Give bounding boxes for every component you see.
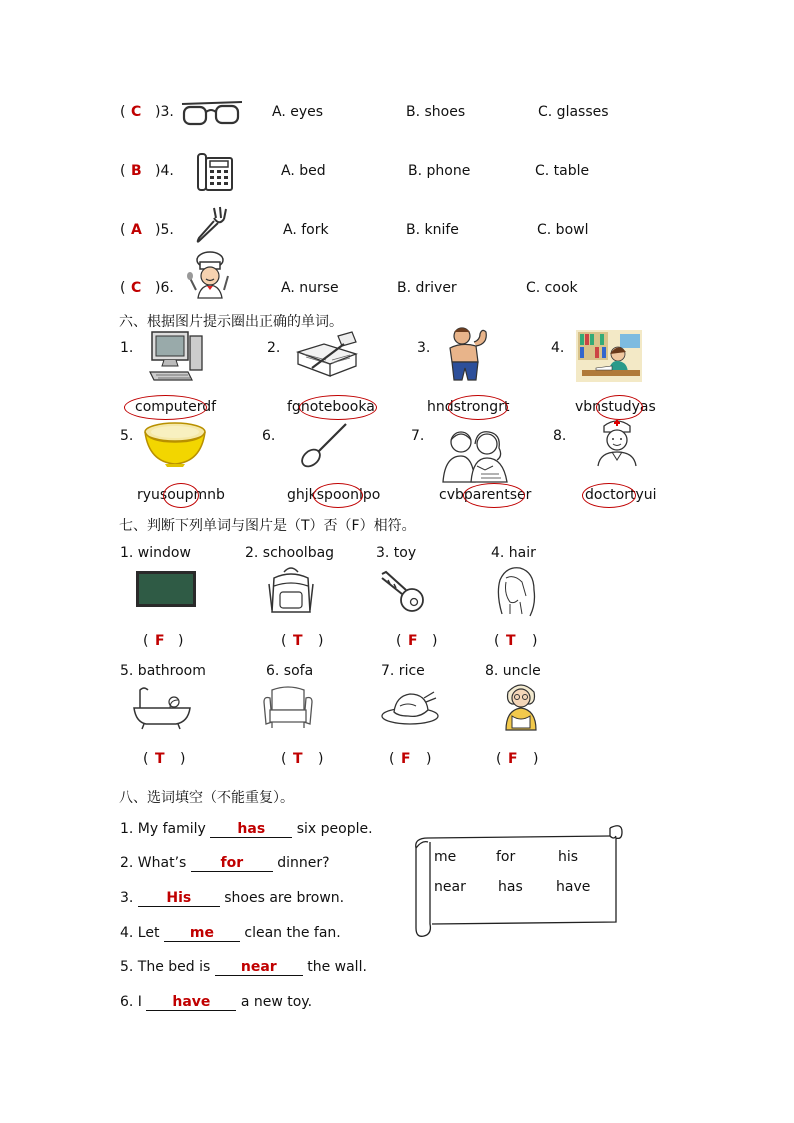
fill-sentence-3 bbox=[120, 890, 344, 907]
schoolbag-icon bbox=[268, 564, 314, 616]
roast-chicken-icon bbox=[380, 686, 440, 726]
answer: T bbox=[506, 633, 516, 649]
word-bank-item: near bbox=[434, 879, 466, 895]
fill-sentence-4 bbox=[120, 925, 341, 942]
key-icon bbox=[378, 570, 428, 614]
item-label: 1. window bbox=[120, 545, 191, 561]
fork-icon bbox=[190, 204, 232, 246]
sentence-prefix: 4. Let bbox=[120, 925, 164, 941]
item-number: 6. bbox=[262, 428, 276, 444]
word-puzzle: vbnstudyas bbox=[575, 399, 656, 415]
study-icon bbox=[576, 330, 642, 382]
answer-blank: me bbox=[164, 925, 240, 942]
answer: T bbox=[293, 751, 303, 767]
answer: F bbox=[408, 633, 418, 649]
word-puzzle: computerdf bbox=[135, 399, 217, 415]
answer-blank: for bbox=[191, 855, 273, 872]
option-a: A. eyes bbox=[272, 104, 324, 120]
section-6-title: 六、根据图片提示圈出正确的单词。 bbox=[119, 314, 343, 330]
sentence-prefix: 3. bbox=[120, 890, 138, 906]
question-number: )6. bbox=[155, 280, 174, 296]
option-b: B. driver bbox=[397, 280, 457, 296]
strong-man-icon bbox=[442, 324, 494, 382]
word-bank-item: for bbox=[496, 849, 516, 865]
answer-blank: near bbox=[215, 959, 303, 976]
answer: C bbox=[131, 104, 142, 120]
option-c: C. cook bbox=[526, 280, 578, 296]
answer: C bbox=[131, 280, 142, 296]
question-number: )4. bbox=[155, 163, 174, 179]
option-c: C. table bbox=[535, 163, 590, 179]
paren-open: ( bbox=[389, 751, 395, 767]
bathtub-icon bbox=[130, 686, 194, 730]
answer: F bbox=[155, 633, 165, 649]
item-label: 5. bathroom bbox=[120, 663, 206, 679]
sofa-icon bbox=[262, 684, 314, 730]
item-number: 2. bbox=[267, 340, 281, 356]
word-bank-item: his bbox=[558, 849, 579, 865]
option-b: B. knife bbox=[406, 222, 459, 238]
sentence-prefix: 6. I bbox=[120, 994, 147, 1010]
sentence-suffix: the wall. bbox=[302, 959, 367, 975]
sentence-suffix: a new toy. bbox=[236, 994, 313, 1010]
answer: A bbox=[131, 222, 142, 238]
item-number: 1. bbox=[120, 340, 134, 356]
chef-icon bbox=[184, 250, 236, 300]
paren-close: ) bbox=[318, 633, 324, 649]
doctor-icon bbox=[594, 416, 640, 468]
word-puzzle: ghjkspoonlpo bbox=[287, 487, 381, 503]
item-label: 3. toy bbox=[376, 545, 417, 561]
answer-circle bbox=[124, 395, 207, 420]
paren-close: ) bbox=[532, 633, 538, 649]
option-c: C. bowl bbox=[537, 222, 589, 238]
spoon-icon bbox=[296, 420, 352, 470]
option-b: B. shoes bbox=[406, 104, 466, 120]
word-puzzle: fgnotebooka bbox=[287, 399, 375, 415]
paren-open: ( bbox=[281, 633, 287, 649]
word-puzzle: doctortyui bbox=[585, 487, 657, 503]
word-puzzle: hndstrongrt bbox=[427, 399, 510, 415]
word-bank-item: has bbox=[498, 879, 523, 895]
sentence-prefix: 2. What’s bbox=[120, 855, 191, 871]
item-number: 4. bbox=[551, 340, 565, 356]
item-label: 6. sofa bbox=[266, 663, 314, 679]
phone-icon bbox=[196, 150, 236, 194]
sentence-suffix: six people. bbox=[292, 821, 373, 837]
blackboard-icon bbox=[135, 570, 197, 608]
sentence-prefix: 5. The bed is bbox=[120, 959, 215, 975]
answer: B bbox=[131, 163, 142, 179]
grandma-icon bbox=[500, 680, 542, 732]
fill-sentence-1 bbox=[120, 821, 373, 838]
paren-open: ( bbox=[120, 280, 126, 296]
paren-open: ( bbox=[494, 633, 500, 649]
option-b: B. phone bbox=[408, 163, 471, 179]
parents-icon bbox=[441, 426, 515, 484]
option-c: C. glasses bbox=[538, 104, 609, 120]
item-label: 4. hair bbox=[491, 545, 536, 561]
answer-circle bbox=[163, 483, 199, 508]
paren-open: ( bbox=[143, 751, 149, 767]
item-label: 7. rice bbox=[381, 663, 425, 679]
word-puzzle: cvbparentser bbox=[439, 487, 532, 503]
section-7-title: 七、判断下列单词与图片是（T）否（F）相符。 bbox=[119, 518, 416, 534]
answer-circle bbox=[582, 483, 636, 508]
paren-open: ( bbox=[120, 222, 126, 238]
question-number: )3. bbox=[155, 104, 174, 120]
answer: T bbox=[155, 751, 165, 767]
item-label: 8. uncle bbox=[485, 663, 541, 679]
sentence-suffix: dinner? bbox=[272, 855, 330, 871]
option-a: A. nurse bbox=[281, 280, 339, 296]
option-a: A. bed bbox=[281, 163, 326, 179]
answer-circle bbox=[448, 395, 508, 420]
answer: F bbox=[508, 751, 518, 767]
item-number: 8. bbox=[553, 428, 567, 444]
word-puzzle: ryusoupmnb bbox=[137, 487, 225, 503]
paren-open: ( bbox=[281, 751, 287, 767]
paren-open: ( bbox=[496, 751, 502, 767]
section-8-title: 八、选词填空（不能重复）。 bbox=[119, 790, 294, 806]
paren-open: ( bbox=[396, 633, 402, 649]
paren-open: ( bbox=[143, 633, 149, 649]
paren-close: ) bbox=[180, 751, 186, 767]
paren-close: ) bbox=[432, 633, 438, 649]
paren-close: ) bbox=[178, 633, 184, 649]
answer-circle bbox=[299, 395, 377, 420]
notebook-icon bbox=[294, 330, 364, 382]
computer-icon bbox=[148, 330, 206, 384]
soup-bowl-icon bbox=[143, 420, 207, 468]
item-number: 3. bbox=[417, 340, 431, 356]
sentence-suffix: shoes are brown. bbox=[219, 890, 345, 906]
sentence-suffix: clean the fan. bbox=[239, 925, 341, 941]
fill-sentence-6 bbox=[120, 994, 312, 1011]
item-number: 5. bbox=[120, 428, 134, 444]
question-number: )5. bbox=[155, 222, 174, 238]
sentence-prefix: 1. My family bbox=[120, 821, 211, 837]
hair-icon bbox=[492, 564, 538, 618]
option-a: A. fork bbox=[283, 222, 329, 238]
word-bank-item: have bbox=[556, 879, 591, 895]
answer: F bbox=[401, 751, 411, 767]
answer-blank: has bbox=[210, 821, 292, 838]
answer-circle bbox=[463, 483, 525, 508]
paren-close: ) bbox=[426, 751, 432, 767]
fill-sentence-5 bbox=[120, 959, 367, 976]
paren-open: ( bbox=[120, 104, 126, 120]
paren-close: ) bbox=[318, 751, 324, 767]
fill-sentence-2 bbox=[120, 855, 330, 872]
paren-close: ) bbox=[533, 751, 539, 767]
item-number: 7. bbox=[411, 428, 425, 444]
paren-open: ( bbox=[120, 163, 126, 179]
answer-blank: have bbox=[146, 994, 236, 1011]
item-label: 2. schoolbag bbox=[245, 545, 335, 561]
word-bank-item: me bbox=[434, 849, 457, 865]
answer: T bbox=[293, 633, 303, 649]
answer-blank: His bbox=[138, 890, 220, 907]
glasses-icon bbox=[178, 98, 246, 130]
answer-circle bbox=[313, 483, 363, 508]
